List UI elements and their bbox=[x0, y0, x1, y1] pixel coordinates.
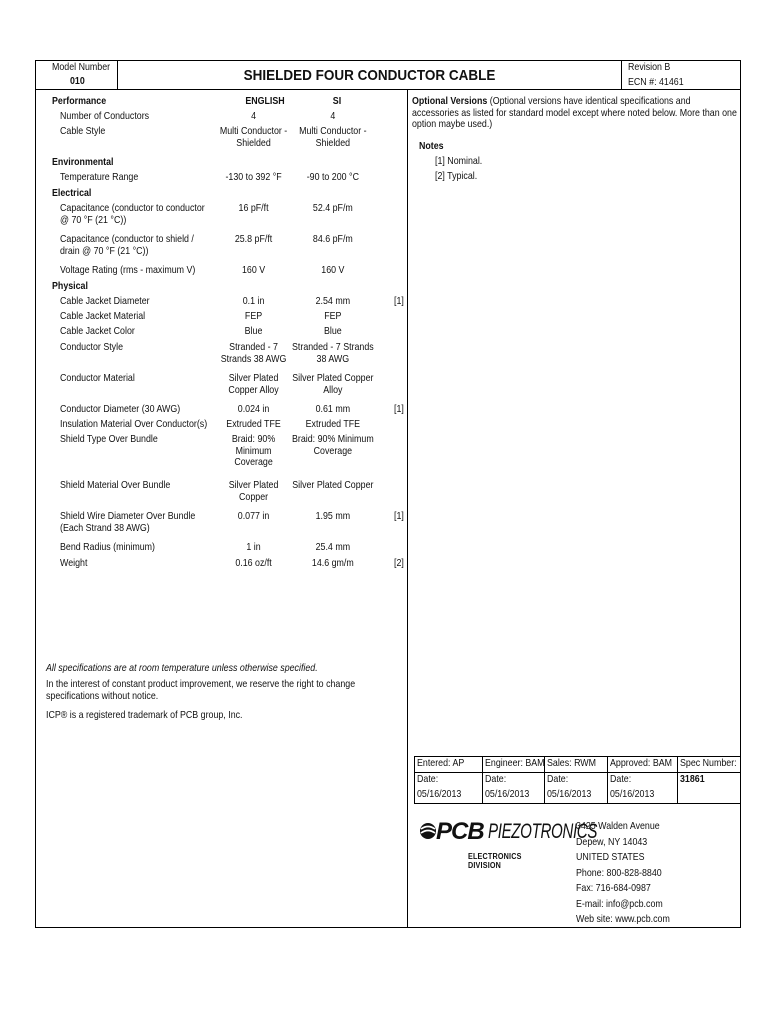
spec-value-si: 52.4 pF/m bbox=[312, 203, 353, 214]
spec-label: Weight bbox=[60, 558, 88, 569]
address-line: 3425 Walden Avenue bbox=[576, 821, 660, 832]
section-heading: Environmental bbox=[52, 157, 114, 168]
spec-footnote-ref: [2] bbox=[394, 558, 404, 569]
spec-label: Shield Material Over Bundle bbox=[60, 480, 171, 491]
website: Web site: www.pcb.com bbox=[576, 914, 670, 925]
spec-number-value: 31861 bbox=[680, 774, 705, 785]
phone: Phone: 800-828-8840 bbox=[576, 867, 662, 879]
column-divider bbox=[407, 89, 408, 928]
ecn-number: ECN #: 41461 bbox=[628, 77, 684, 88]
company-address bbox=[576, 821, 685, 930]
spec-label: Shield Type Over Bundle bbox=[60, 434, 158, 445]
date-value: 05/16/2013 bbox=[610, 789, 655, 800]
spec-value-english: 1 in bbox=[246, 542, 261, 553]
model-number-value: 010 bbox=[70, 76, 85, 87]
note-item: [1] Nominal. bbox=[435, 156, 483, 167]
spec-value-si: 1.95 mm bbox=[315, 511, 351, 522]
date-label: Date: bbox=[417, 774, 439, 785]
header-divider-right bbox=[621, 60, 622, 89]
logo-piezotronics-text: PIEZOTRONICS bbox=[488, 820, 598, 843]
spec-value-si: 160 V bbox=[321, 265, 345, 276]
spec-label: Cable Jacket Material bbox=[60, 311, 146, 322]
spec-value-si: FEP bbox=[324, 311, 342, 322]
spec-value-si: Stranded - 7 Strands 38 AWG bbox=[292, 342, 374, 365]
spec-value-si: Braid: 90% Minimum Coverage bbox=[292, 434, 374, 457]
spec-value-si: Extruded TFE bbox=[305, 419, 361, 430]
spec-label: Voltage Rating (rms - maximum V) bbox=[60, 265, 196, 276]
spec-label: Insulation Material Over Conductor(s) bbox=[60, 419, 208, 430]
column-si: SI bbox=[332, 96, 342, 107]
spec-value-si: Silver Plated Copper bbox=[292, 480, 374, 491]
spec-label: Cable Style bbox=[60, 126, 106, 137]
spec-value-si: 0.61 mm bbox=[315, 404, 351, 415]
spec-value-si: -90 to 200 °C bbox=[306, 172, 359, 183]
spec-value-si: 2.54 mm bbox=[315, 296, 351, 307]
date-label: Date: bbox=[610, 774, 632, 785]
spec-value-english: 25.8 pF/ft bbox=[234, 234, 273, 245]
spec-number-label: Spec Number: bbox=[680, 758, 737, 769]
spec-value-si: Blue bbox=[323, 326, 342, 337]
spec-value-si: 84.6 pF/m bbox=[312, 234, 353, 245]
date-label: Date: bbox=[547, 774, 569, 785]
fax: Fax: 716-684-0987 bbox=[576, 883, 651, 894]
revision-label: Revision B bbox=[628, 62, 671, 73]
date-value: 05/16/2013 bbox=[485, 789, 530, 800]
spec-value-english: Blue bbox=[244, 326, 263, 337]
trademark-note: ICP® is a registered trademark of PCB group, Inc. bbox=[46, 710, 243, 721]
spec-label: Cable Jacket Diameter bbox=[60, 296, 150, 307]
spec-value-english: Stranded - 7 Strands 38 AWG bbox=[220, 342, 287, 365]
spec-value-english: Silver Plated Copper bbox=[228, 480, 279, 503]
spec-footnote-ref: [1] bbox=[394, 404, 404, 415]
improvement-note: In the interest of constant product improvement, we reserve the right to change specifications without notice. bbox=[46, 679, 356, 702]
spec-value-english: Silver Plated Copper Alloy bbox=[228, 373, 279, 396]
date-value: 05/16/2013 bbox=[547, 789, 592, 800]
approved-by: Approved: BAM bbox=[610, 758, 673, 769]
spec-label: Capacitance (conductor to shield / drain @ 70 °F (21 °C)) bbox=[60, 234, 194, 257]
header-divider-left bbox=[117, 60, 118, 89]
signoff-table bbox=[414, 756, 740, 804]
pcb-logo bbox=[416, 816, 598, 870]
room-temp-note: All specifications are at room temperature unless otherwise specified. bbox=[46, 663, 318, 674]
sales: Sales: RWM bbox=[547, 758, 597, 769]
spec-value-english: FEP bbox=[244, 311, 263, 322]
note-item: [2] Typical. bbox=[435, 171, 478, 182]
spec-value-si: 25.4 mm bbox=[315, 542, 351, 553]
spec-label: Temperature Range bbox=[60, 172, 139, 183]
date-value: 05/16/2013 bbox=[417, 789, 462, 800]
column-english: ENGLISH bbox=[245, 96, 285, 107]
entered-by: Entered: AP bbox=[417, 758, 465, 769]
model-number-label: Model Number bbox=[52, 62, 111, 73]
optional-versions-text: (Optional versions have identical specifications and accessories as listed for standard model except where noted below. More than one option maybe used.) bbox=[412, 96, 737, 130]
pcb-sphere-icon bbox=[418, 820, 438, 842]
engineer: Engineer: BAM bbox=[485, 758, 545, 769]
logo-division-text: ELECTRONICS DIVISION bbox=[468, 852, 522, 870]
spec-value-english: Braid: 90% Minimum Coverage bbox=[231, 434, 276, 468]
spec-label: Number of Conductors bbox=[60, 111, 150, 122]
spec-value-english: Multi Conductor - Shielded bbox=[219, 126, 288, 149]
page-title: SHIELDED FOUR CONDUCTOR CABLE bbox=[243, 67, 496, 84]
spec-label: Bend Radius (minimum) bbox=[60, 542, 155, 553]
spec-footnote-ref: [1] bbox=[394, 511, 404, 522]
spec-value-si: 14.6 gm/m bbox=[311, 558, 354, 569]
spec-value-english: 0.077 in bbox=[237, 511, 270, 522]
spec-value-english: 0.024 in bbox=[237, 404, 270, 415]
spec-value-si: Multi Conductor - Shielded bbox=[299, 126, 367, 149]
optional-versions bbox=[412, 96, 737, 131]
optional-versions-heading: Optional Versions bbox=[412, 96, 488, 107]
spec-value-si: Silver Plated Copper Alloy bbox=[292, 373, 374, 396]
address-line: Depew, NY 14043 bbox=[576, 836, 648, 848]
spec-label: Shield Wire Diameter Over Bundle (Each Strand 38 AWG) bbox=[60, 511, 196, 534]
spec-value-english: 4 bbox=[251, 111, 257, 122]
section-heading: Electrical bbox=[52, 188, 92, 199]
spec-label: Conductor Diameter (30 AWG) bbox=[60, 404, 181, 415]
spec-footnote-ref: [1] bbox=[394, 296, 404, 307]
address-line: UNITED STATES bbox=[576, 852, 645, 863]
notes-heading: Notes bbox=[419, 141, 444, 152]
section-performance: Performance bbox=[52, 96, 107, 107]
spec-label: Cable Jacket Color bbox=[60, 326, 135, 337]
spec-value-english: 0.1 in bbox=[242, 296, 265, 307]
spec-value-english: Extruded TFE bbox=[226, 419, 281, 430]
spec-value-english: 16 pF/ft bbox=[238, 203, 269, 214]
spec-label: Capacitance (conductor to conductor @ 70 °F (21 °C)) bbox=[60, 203, 205, 226]
date-label: Date: bbox=[485, 774, 507, 785]
spec-value-si: 4 bbox=[330, 111, 336, 122]
section-heading: Physical bbox=[52, 281, 88, 292]
spec-label: Conductor Style bbox=[60, 342, 124, 353]
header-divider bbox=[35, 89, 741, 90]
email: E-mail: info@pcb.com bbox=[576, 898, 663, 910]
spec-value-english: 160 V bbox=[241, 265, 266, 276]
spec-value-english: 0.16 oz/ft bbox=[235, 558, 272, 569]
spec-value-english: -130 to 392 °F bbox=[225, 172, 282, 183]
logo-pcb-text: PCB bbox=[436, 818, 484, 845]
spec-label: Conductor Material bbox=[60, 373, 135, 384]
